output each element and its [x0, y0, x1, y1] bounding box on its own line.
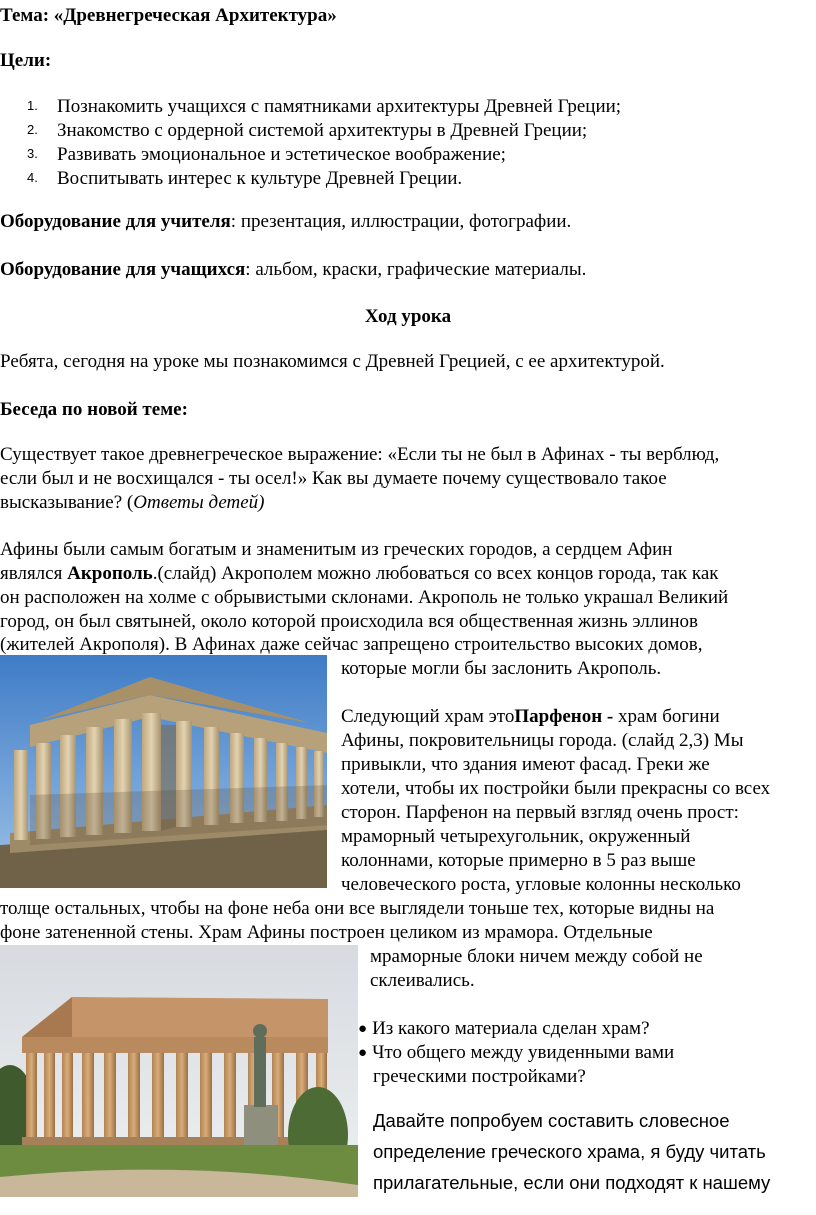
paragraph-3-line-1 [341, 705, 720, 729]
goal-item-2 [27, 118, 587, 143]
paragraph-2-line-4: город, он был святыней, около которой происходила вся общественная жизнь эллинов [0, 611, 698, 632]
paragraph-2-text: являлся [0, 563, 68, 584]
bullet-text: Из какого материала сделан храм? [372, 1018, 650, 1039]
equipment-teacher-label: Оборудование для учителя [0, 211, 231, 232]
parthenon-replica-photo [0, 945, 358, 1197]
paragraph-3-text: храм богини [618, 706, 720, 727]
equipment-teacher [0, 210, 571, 234]
topic-title: «Древнегреческая Архитектура» [53, 5, 337, 26]
paragraph-1-line-3 [0, 491, 264, 515]
lesson-heading: Ход урока [364, 306, 452, 327]
bullet-item-2 [358, 1041, 674, 1065]
paragraph-4-line-2: определение греческого храма, я буду читать [373, 1141, 766, 1162]
parthenon-photo [0, 655, 327, 888]
equipment-students-text: : альбом, краски, графические материалы. [245, 259, 587, 280]
bullet-icon: ● [358, 1045, 368, 1061]
paragraph-3-text: Следующий храм это [341, 706, 515, 727]
goal-text: Знакомство с ордерной системой архитектуры в Древней Греции; [57, 120, 588, 141]
bullet-text: Что общего между увиденными вами [372, 1042, 675, 1063]
paragraph-2-line-6: которые могли бы заслонить Акрополь. [341, 658, 662, 679]
paragraph-2-line-3: он расположен на холме с обрывистыми склонами. Акрополь не только украшал Великий [0, 587, 729, 608]
goal-item-3 [27, 142, 506, 167]
paragraph-3-line-8: человеческого роста, угловые колонны несколько [341, 874, 741, 895]
paragraph-1-text: высказывание? ( [0, 492, 134, 513]
goal-number: 4. [27, 170, 38, 185]
intro-text: Ребята, сегодня на уроке мы познакомимся с Древней Грецией, с ее архитектурой. [0, 351, 665, 372]
paragraph-3-line-7: колоннами, которые примерно в 5 раз выше [341, 850, 696, 871]
paragraph-3-line-12: склеивались. [370, 970, 475, 991]
paragraph-2-line-5: (жителей Акрополя). В Афинах даже сейчас запрещено строительство высоких домов, [0, 634, 703, 655]
paragraph-3-line-3: привыкли, что здания имеют фасад. Греки же [341, 754, 710, 775]
goal-item-4 [27, 166, 462, 191]
paragraph-2-line-1: Афины были самым богатым и знаменитым из греческих городов, а сердцем Афин [0, 539, 673, 560]
bullet-item-1 [358, 1017, 650, 1041]
paragraph-3-line-10: фоне затененной стены. Храм Афины построен целиком из мрамора. Отдельные [0, 922, 653, 943]
paragraph-1-line-2: если был и не восхищался - ты осел!» Как вы думаете почему существовало такое [0, 468, 667, 489]
goal-item-1 [27, 94, 621, 119]
bullet-icon: ● [358, 1021, 368, 1037]
parthenon-term: Парфенон - [514, 706, 618, 727]
topic-label: Тема: [0, 5, 50, 26]
acropolis-term: Акрополь [67, 563, 153, 584]
paragraph-3-line-11: мраморные блоки ничем между собой не [370, 946, 703, 967]
goal-number: 1. [27, 98, 38, 113]
paragraph-3-line-6: мраморный четырехугольник, окруженный [341, 826, 691, 847]
paragraph-2-text: .(слайд) Акрополем можно любоваться со всех концов города, так как [152, 563, 719, 584]
paragraph-3-line-4: хотели, чтобы их постройки были прекрасны со всех [341, 778, 771, 799]
goals-heading: Цели: [0, 50, 52, 71]
goal-text: Развивать эмоциональное и эстетическое воображение; [57, 144, 506, 165]
answers-note: Ответы детей) [133, 492, 265, 513]
goal-text: Познакомить учащихся с памятниками архитектуры Древней Греции; [57, 96, 622, 117]
paragraph-1-line-1: Существует такое древнегреческое выражение: «Если ты не был в Афинах - ты верблюд, [0, 444, 720, 465]
paragraph-3-line-5: сторон. Парфенон на первый взгляд очень прост: [341, 802, 739, 823]
goal-number: 3. [27, 146, 38, 161]
equipment-students [0, 258, 586, 282]
equipment-teacher-text: : презентация, иллюстрации, фотографии. [230, 211, 572, 232]
bullet-item-2-continuation: греческими постройками? [373, 1066, 586, 1087]
paragraph-4-line-1: Давайте попробуем составить словесное [373, 1110, 730, 1131]
paragraph-4-line-3: прилагательные, если они подходят к нашему [373, 1172, 771, 1193]
equipment-students-label: Оборудование для учащихся [0, 259, 246, 280]
talk-heading: Беседа по новой теме: [0, 399, 188, 420]
paragraph-2-line-2 [0, 562, 719, 586]
paragraph-3-line-9: толще остальных, чтобы на фоне неба они все выглядели тоньше тех, которые видны на [0, 898, 715, 919]
paragraph-3-line-2: Афины, покровительницы города. (слайд 2,3) Мы [341, 730, 744, 751]
goal-number: 2. [27, 122, 38, 137]
goal-text: Воспитывать интерес к культуре Древней Греции. [57, 168, 463, 189]
topic-line [0, 4, 337, 28]
